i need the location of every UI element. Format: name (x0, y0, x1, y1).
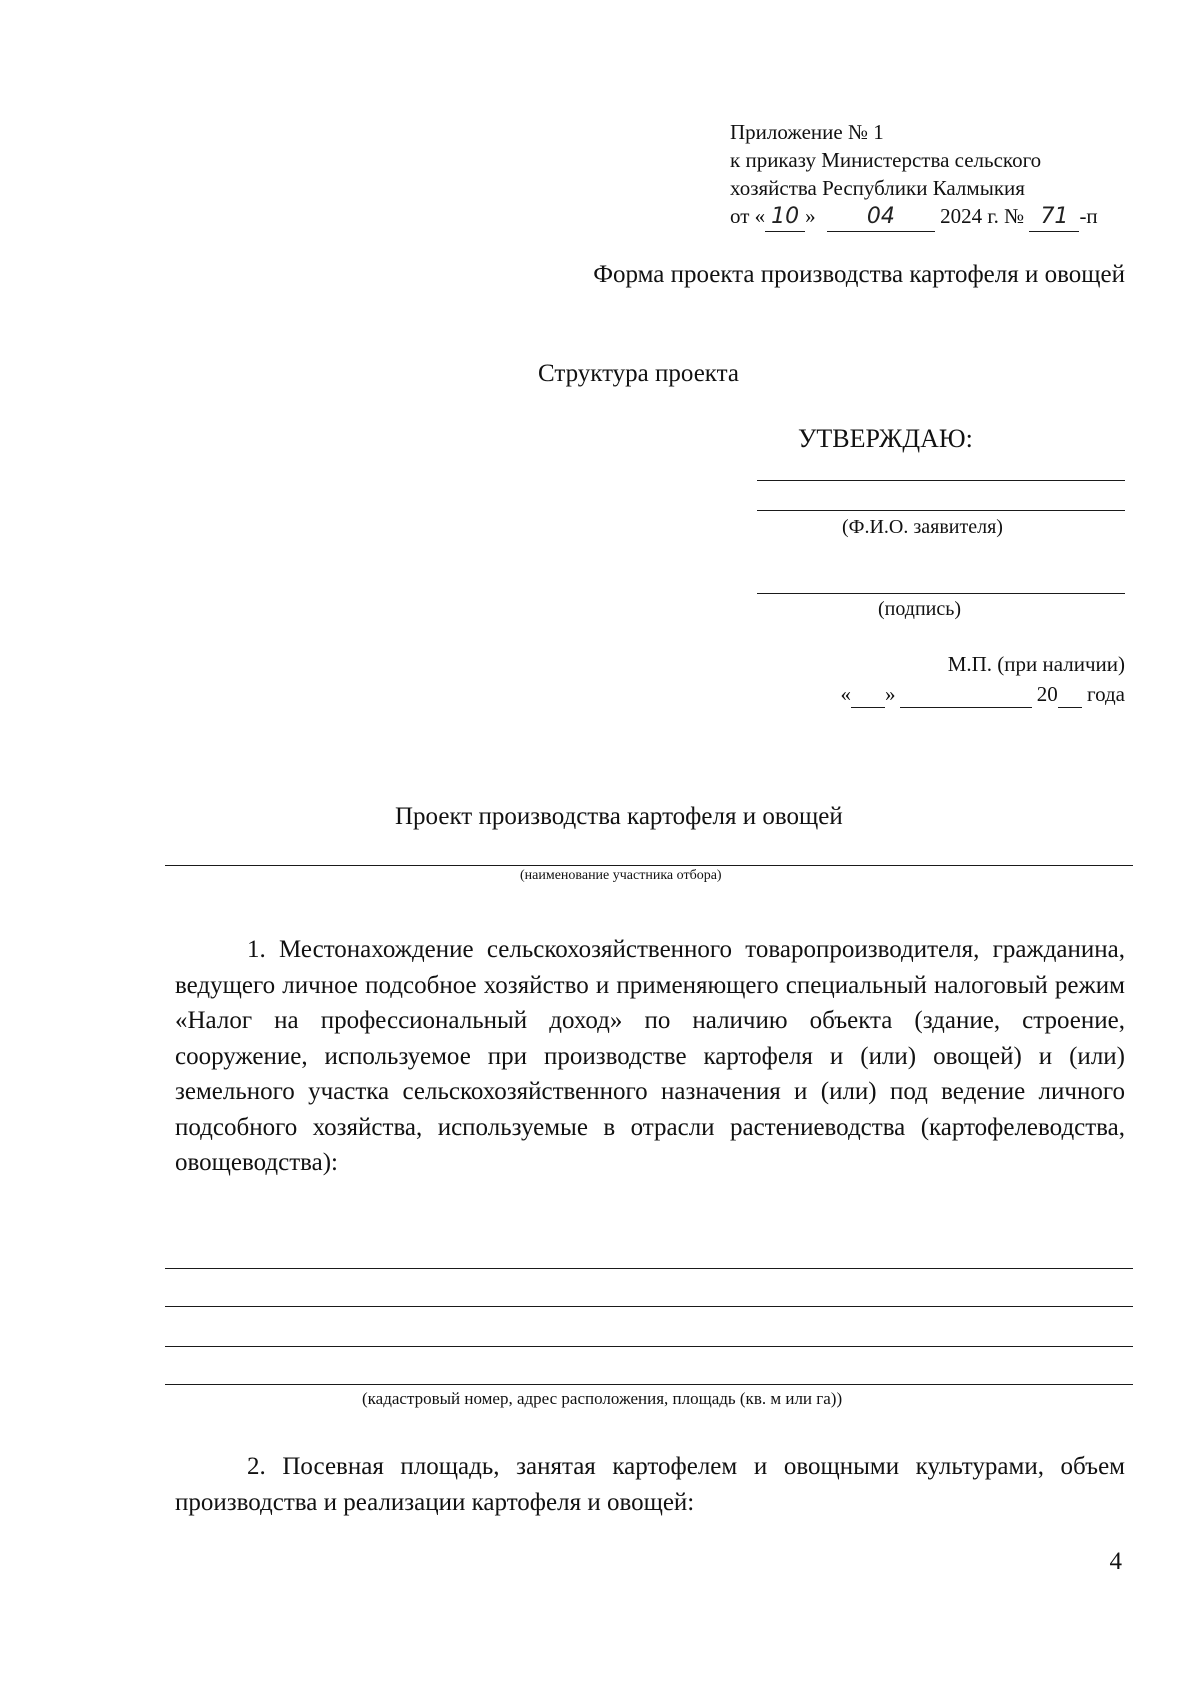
signature-line (757, 593, 1125, 594)
section-1-blank-4 (165, 1384, 1133, 1385)
section-1-text (175, 932, 1125, 1181)
order-number: 71 (1029, 203, 1079, 232)
from-sep: » (805, 204, 816, 228)
fio-caption: (Ф.И.О. заявителя) (842, 516, 1003, 538)
date-month-blank (900, 682, 1032, 708)
approval-date (841, 682, 1126, 708)
participant-caption: (наименование участника отбора) (520, 868, 722, 883)
section-1-blank-1 (165, 1268, 1133, 1269)
order-day: 10 (765, 203, 805, 232)
section-1-blank-3 (165, 1346, 1133, 1347)
order-date-line (730, 202, 1098, 232)
structure-title: Структура проекта (538, 360, 739, 387)
section-1-content: 1. Местонахождение сельскохозяйственного товаропроизводителя, гражданина, ведущего личное подсобное хозяйство и применяющего специальный налоговый режим «Налог на профессиональный доход» по наличию объекта (здание, строение, сооружение, используемое при производстве картофеля и (или) овощей) и (или) земельного участка сельскохозяйственного назначения и (или) под ведение личного подсобного хозяйства, используемые в отрасли растениеводства (картофелеводства, овощеводства): (175, 936, 1125, 1176)
order-suffix: -п (1079, 204, 1098, 228)
ministry-line: хозяйства Республики Калмыкия (730, 176, 1025, 200)
date-suffix: года (1087, 682, 1125, 706)
date-open: « (840, 682, 851, 706)
order-year: 2024 г. № (940, 204, 1025, 228)
page-number: 4 (1109, 1548, 1122, 1575)
stamp-label: М.П. (при наличии) (947, 652, 1125, 676)
appendix-label: Приложение № 1 (730, 120, 884, 144)
from-prefix: от « (730, 204, 766, 228)
date-year: 20 (1036, 682, 1058, 706)
section-1-caption: (кадастровый номер, адрес расположения, площадь (кв. м или га)) (362, 1389, 843, 1408)
approval-title: УТВЕРЖДАЮ: (798, 424, 973, 453)
project-title: Проект производства картофеля и овощей (395, 803, 843, 830)
order-month: 04 (827, 203, 935, 232)
fio-line-2 (757, 510, 1125, 511)
section-1-blank-2 (165, 1306, 1133, 1307)
order-line: к приказу Министерства сельского (730, 148, 1042, 172)
date-year-blank (1058, 682, 1082, 708)
section-2-content: 2. Посевная площадь, занятая картофелем и овощными культурами, объем производства и реализации картофеля и овощей: (175, 1453, 1125, 1516)
date-close: » (885, 682, 896, 706)
signature-caption: (подпись) (878, 598, 962, 620)
participant-line (165, 865, 1133, 866)
date-day-blank (851, 682, 885, 708)
section-2-text (175, 1449, 1125, 1520)
form-title: Форма проекта производства картофеля и овощей (593, 261, 1125, 288)
fio-line-1 (757, 480, 1125, 481)
